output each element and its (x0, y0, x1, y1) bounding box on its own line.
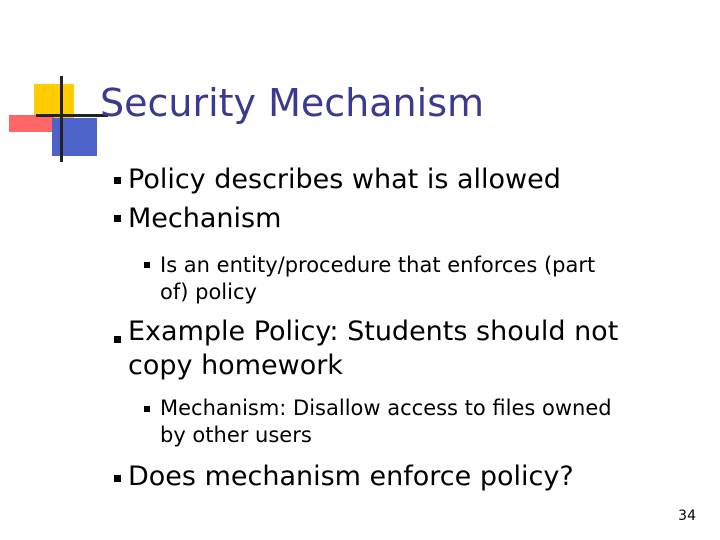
bullet-line: by other users (160, 423, 312, 447)
logo-blue-square (52, 118, 97, 156)
bullet-line: Example Policy: Students should not (128, 316, 619, 347)
square-bullet-icon (144, 406, 150, 412)
bullet-line: Policy describes what is allowed (128, 164, 561, 195)
bullet-line: of) policy (160, 280, 257, 304)
page-number: 34 (678, 508, 696, 524)
square-bullet-icon (144, 262, 150, 268)
bullet-line: Mechanism: Disallow access to files owned (160, 396, 612, 420)
decorative-logo (0, 0, 110, 170)
square-bullet-icon (114, 475, 121, 482)
square-bullet-icon (114, 336, 121, 343)
logo-red-bar (9, 115, 54, 132)
logo-horizontal-line (36, 114, 108, 117)
bullet-line: Mechanism (128, 203, 282, 234)
slide-title: Security Mechanism (100, 81, 485, 125)
bullet-line: copy homework (128, 350, 343, 381)
square-bullet-icon (114, 177, 121, 184)
bullet-line: Is an entity/procedure that enforces (part (160, 253, 596, 277)
logo-vertical-line (60, 76, 63, 162)
square-bullet-icon (114, 215, 121, 222)
bullet-line: Does mechanism enforce policy? (128, 461, 574, 492)
